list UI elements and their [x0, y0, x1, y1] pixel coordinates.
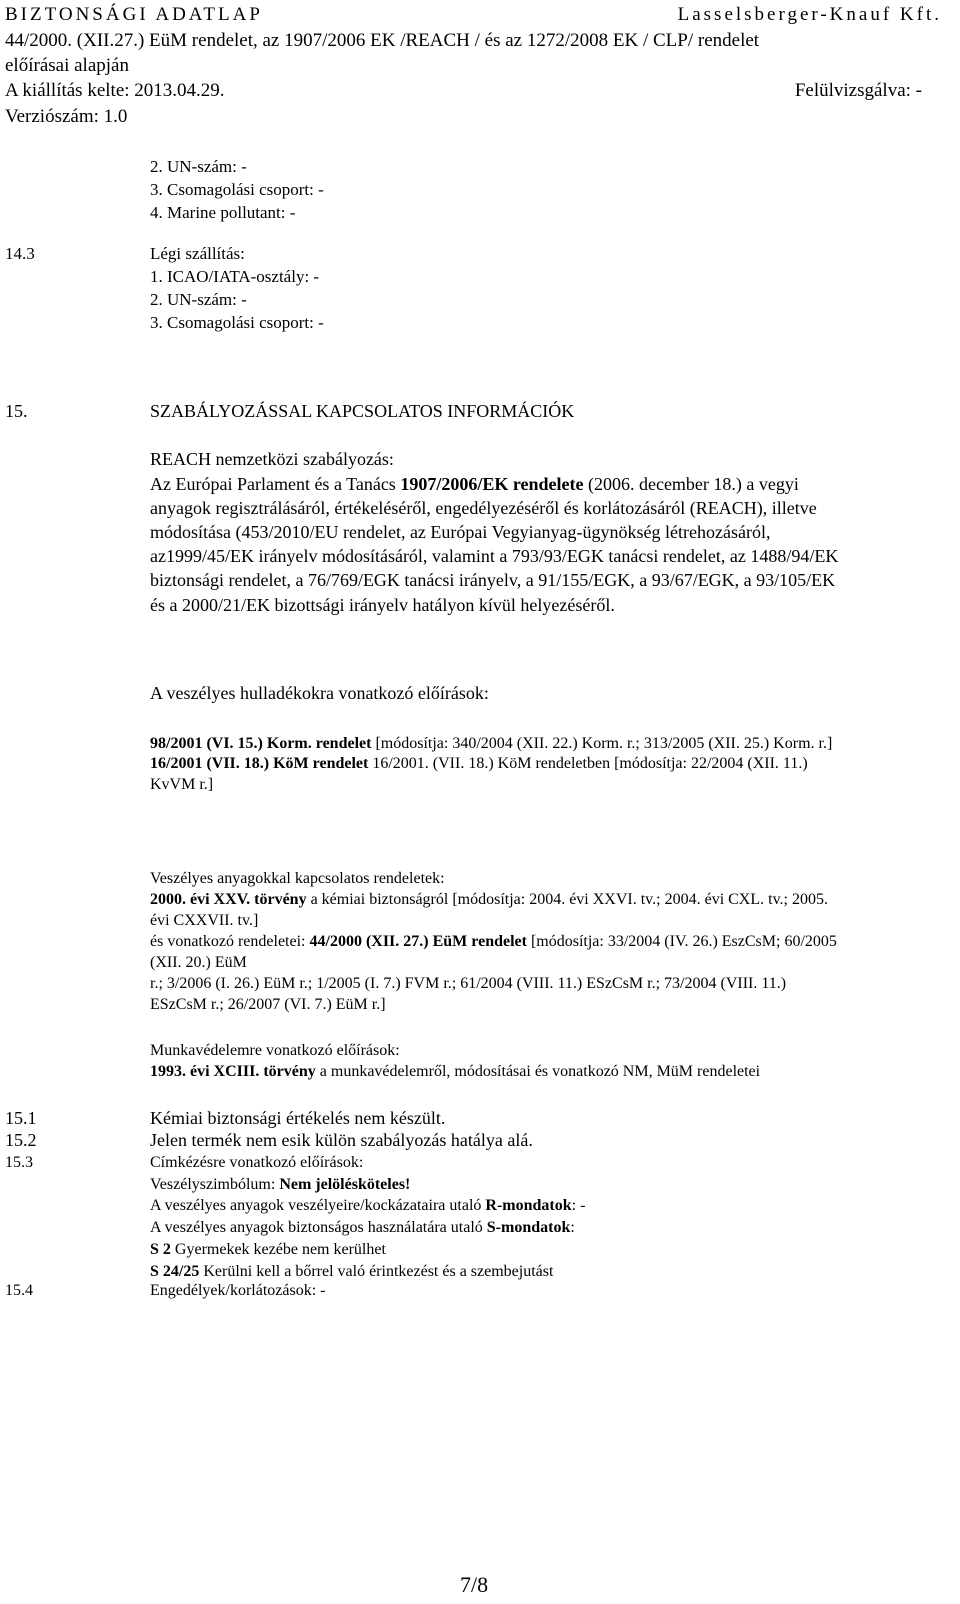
dangerous-line-2: évi CXXVII. tv.]: [150, 912, 259, 929]
reach-heading: REACH nemzetközi szabályozás:: [150, 449, 394, 469]
reach-line-5: biztonsági rendelet, a 76/769/EGK tanácsi irányelv, a 91/155/EGK, a 93/67/EGK, a 93/105/EK: [150, 570, 836, 590]
document-title: BIZTONSÁGI ADATLAP: [5, 4, 263, 25]
labour-safety-heading: Munkavédelemre vonatkozó előírások:: [150, 1042, 400, 1059]
section-15-3-title: Címkézésre vonatkozó előírások:: [150, 1154, 364, 1171]
dangerous-substances-heading: Veszélyes anyagokkal kapcsolatos rendeletek:: [150, 870, 445, 887]
reach-line-6: és a 2000/21/EK bizottsági irányelv hatályon kívül helyezéséről.: [150, 595, 615, 615]
air-transport-title: Légi szállítás:: [150, 244, 245, 263]
section-15-2-text: Jelen termék nem esik külön szabályozás hatálya alá.: [150, 1130, 533, 1150]
dangerous-line-3: és vonatkozó rendeletei: 44/2000 (XII. 27.) EüM rendelet [módosítja: 33/2004 (IV. 26.) EszCsM; 60/2005: [150, 933, 837, 950]
hazard-symbol-value: Nem jelölésköteles!: [279, 1176, 411, 1193]
section-15-title: SZABÁLYOZÁSSAL KAPCSOLATOS INFORMÁCIÓK: [150, 401, 575, 421]
reach-regulation-ref: 1907/2006/EK rendelete: [400, 474, 584, 494]
company-name: Lasselsberger-Knauf Kft.: [677, 4, 942, 25]
reach-line-2: anyagok regisztrálásáról, értékeléséről, engedélyezéséről és korlátozásáról (REACH), illetve: [150, 498, 817, 518]
regulation-line-2: előírásai alapján: [5, 55, 129, 76]
sea-marine-pollutant: 4. Marine pollutant: -: [150, 203, 296, 222]
dangerous-line-5: r.; 3/2006 (I. 26.) EüM r.; 1/2005 (I. 7.) FVM r.; 61/2004 (VIII. 11.) ESzCsM r.; 73/2004 (VIII. 11.): [150, 975, 787, 992]
labour-safety-line-1: 1993. évi XCIII. törvény a munkavédelemről, módosításai és vonatkozó NM, MüM rendeletei: [150, 1063, 761, 1080]
section-15-4-text: Engedélyek/korlátozások: -: [150, 1282, 326, 1299]
regulation-line-1: 44/2000. (XII.27.) EüM rendelet, az 1907/2006 EK /REACH / és az 1272/2008 EK / CLP/ rendelet: [5, 30, 760, 51]
waste-line-1: 98/2001 (VI. 15.) Korm. rendelet [módosítja: 340/2004 (XII. 22.) Korm. r.; 313/2005 (XII. 25.) Korm. r.]: [150, 735, 833, 752]
sea-un-number: 2. UN-szám: -: [150, 157, 247, 176]
waste-heading: A veszélyes hulladékokra vonatkozó előírások:: [150, 683, 489, 703]
air-icao-class: 1. ICAO/IATA-osztály: -: [150, 267, 320, 286]
page-number: 7/8: [460, 1572, 489, 1597]
hazard-symbol-line: Veszélyszimbólum: Nem jelölésköteles!: [150, 1176, 411, 1193]
section-15-3-number: 15.3: [5, 1154, 33, 1171]
air-un-number: 2. UN-szám: -: [150, 290, 247, 309]
reach-line-4: az1999/45/EK irányelv módosításáról, valamint a 793/93/EGK tanácsi rendelet, az 1488/94/EK: [150, 546, 839, 566]
s2-phrase: S 2 Gyermekek kezébe nem kerülhet: [150, 1241, 386, 1258]
s-phrases-line: A veszélyes anyagok biztonságos használatára utaló S-mondatok:: [150, 1219, 575, 1236]
revised-date: Felülvizsgálva: -: [794, 80, 922, 101]
section-15-1-text: Kémiai biztonsági értékelés nem készült.: [150, 1108, 446, 1128]
air-packing-group: 3. Csomagolási csoport: -: [150, 313, 324, 332]
r-phrases-line: A veszélyes anyagok veszélyeire/kockázataira utaló R-mondatok: -: [150, 1197, 586, 1214]
waste-line-3: KvVM r.]: [150, 776, 214, 793]
dangerous-line-4: (XII. 20.) EüM: [150, 954, 247, 971]
dangerous-line-1: 2000. évi XXV. törvény a kémiai biztonságról [módosítja: 2004. évi XXVI. tv.; 2004. évi CXL. tv.; 2005.: [150, 891, 828, 908]
sea-packing-group: 3. Csomagolási csoport: -: [150, 180, 324, 199]
section-15-1-number: 15.1: [5, 1108, 37, 1128]
waste-line-2: 16/2001 (VII. 18.) KöM rendelet 16/2001. (VII. 18.) KöM rendeletben [módosítja: 22/2004 (XII. 11.): [150, 755, 808, 772]
version-number: Verziószám: 1.0: [5, 106, 128, 127]
section-15-2-number: 15.2: [5, 1130, 37, 1150]
dangerous-line-6: ESzCsM r.; 26/2007 (VI. 7.) EüM r.]: [150, 996, 386, 1013]
section-15-4-number: 15.4: [5, 1282, 33, 1299]
reach-line-1: Az Európai Parlament és a Tanács 1907/2006/EK rendelete (2006. december 18.) a vegyi: [150, 474, 799, 494]
issue-date: A kiállítás kelte: 2013.04.29.: [5, 80, 225, 101]
s24-25-phrase: S 24/25 Kerülni kell a bőrrel való érintkezést és a szembejutást: [150, 1263, 554, 1280]
reach-line-3: módosítása (453/2010/EU rendelet, az Európai Vegyianyag-ügynökség létrehozásáról,: [150, 522, 771, 542]
section-15-number: 15.: [5, 401, 28, 421]
section-14-3-number: 14.3: [5, 244, 35, 263]
